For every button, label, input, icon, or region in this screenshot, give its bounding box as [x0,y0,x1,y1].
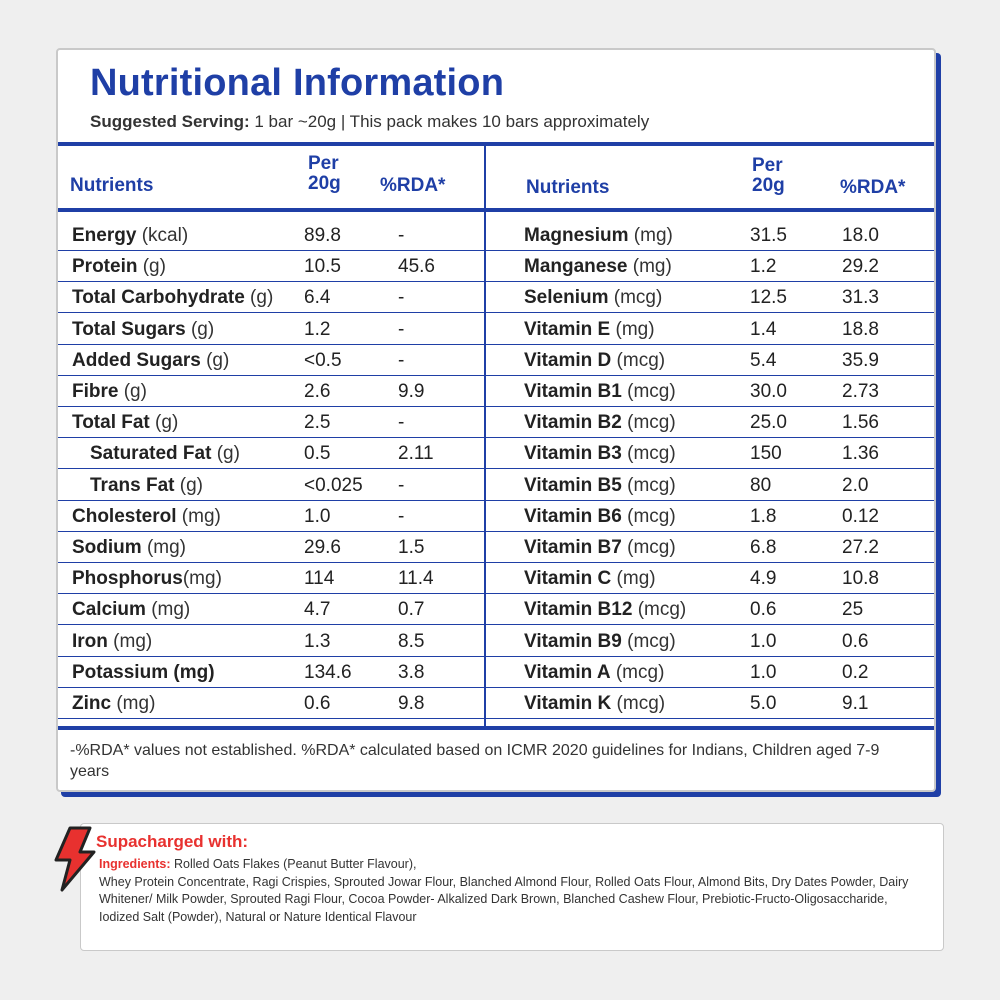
table-row [486,501,934,532]
per-serving-value: 134.6 [304,661,352,683]
table-row [58,563,484,594]
rda-value: 31.3 [842,287,879,309]
rda-value: - [398,225,405,246]
per-serving-value: <0.5 [304,349,342,371]
nutrient-name: Protein (g) [72,256,166,278]
nutrition-panel [56,48,936,792]
rda-value: 8.5 [398,630,425,652]
nutrient-name: Vitamin B6 (mcg) [524,505,676,527]
nutrient-name: Vitamin B12 (mcg) [524,599,687,621]
nutrient-name: Vitamin B7 (mcg) [524,537,676,558]
per-serving-value: 1.8 [750,505,777,527]
ingredients-label: Ingredients: [99,857,171,871]
per-serving-value: 5.4 [750,349,777,371]
per-serving-value: 29.6 [304,537,341,558]
table-row [486,376,934,407]
rda-value: 2.73 [842,381,879,402]
nutrient-name: Selenium (mcg) [524,287,663,309]
table-row [58,657,484,688]
rda-value: 0.7 [398,599,425,621]
per-serving-value: 1.0 [304,505,331,527]
rda-value: - [398,412,405,434]
per-serving-value: 0.6 [750,599,777,621]
rda-value: - [398,318,405,340]
per-serving-value: 2.5 [304,412,331,434]
table-row [58,501,484,532]
nutrient-name: Vitamin B9 (mcg) [524,630,676,652]
nutrient-name: Vitamin E (mg) [524,318,655,340]
per-serving-value: 0.6 [304,693,331,714]
per-serving-value: 25.0 [750,412,787,434]
table-row [486,688,934,719]
serving-text: 1 bar ~20g | This pack makes 10 bars approximately [249,112,650,131]
table-row [58,532,484,563]
per-serving-value: 4.9 [750,568,777,590]
nutrient-name: Sodium (mg) [72,537,186,558]
nutrient-name: Vitamin A (mcg) [524,661,665,683]
per-serving-value: 5.0 [750,693,777,714]
rda-value: 10.8 [842,568,879,590]
rda-value: 1.5 [398,537,425,558]
rda-value: 2.0 [842,474,869,496]
per-serving-value: 1.0 [750,630,777,652]
rda-value: 9.1 [842,693,869,714]
serving-info [90,112,649,132]
rda-value: - [398,505,405,527]
per-serving-value: 2.6 [304,381,331,402]
per-serving-value: 150 [750,443,782,465]
table-row [58,438,484,469]
nutrient-name: Vitamin K (mcg) [524,693,666,714]
per-serving-value: 1.2 [750,256,777,278]
rda-value: 0.12 [842,505,879,527]
table-row [58,282,484,313]
table-row [486,220,934,251]
nutrient-name: Vitamin D (mcg) [524,349,666,371]
ingredients-line1: Rolled Oats Flakes (Peanut Butter Flavour), [170,857,417,871]
nutrient-name: Cholesterol (mg) [72,505,221,527]
table-row [58,470,484,501]
table-row [486,251,934,282]
rda-value: 0.2 [842,661,869,683]
per-serving-value: 80 [750,474,772,496]
nutrient-name: Added Sugars (g) [72,349,230,371]
nutrient-name: Total Carbohydrate (g) [72,287,274,309]
left-header-per: Per 20g [308,153,341,194]
header-bottom-rule [58,208,934,212]
per-serving-value: 6.4 [304,287,331,309]
per-serving-value: 0.5 [304,443,331,465]
left-header-nutrients: Nutrients [70,175,154,196]
rda-value: 25 [842,599,864,621]
rda-value: 11.4 [398,568,434,590]
nutrient-name: Total Sugars (g) [72,318,215,340]
rda-value: - [398,287,405,309]
rda-value: 1.36 [842,443,879,465]
nutrient-name: Magnesium (mg) [524,225,673,246]
rda-value: 3.8 [398,661,425,683]
table-row [58,626,484,657]
rda-value: 27.2 [842,537,879,558]
right-header-nutrients: Nutrients [526,177,610,198]
nutrient-name: Trans Fat (g) [90,474,203,496]
nutrient-name: Potassium (mg) [72,661,215,683]
ingredients-line2: Whey Protein Concentrate, Ragi Crispies, Sprouted Jowar Flour, Blanched Almond Flour, Rolled Oats Flour, Almond Bits, Dry Dates Powder, Dairy Whitener/ Milk Powder, Sprouted Ragi Flour, Cocoa Powder- Alkalized Dark Brown, Blanched Cashew Flour, Prebiotic-Fructo-Oligosaccharide, Iodized Salt (Powder), Natural or Nature Identical Flavour [99,874,909,924]
serving-label: Suggested Serving: [90,112,250,131]
table-row [486,657,934,688]
nutrient-name: Calcium (mg) [72,599,191,621]
nutrient-name: Total Fat (g) [72,412,179,434]
table-bottom-rule [58,726,934,730]
nutrient-name: Saturated Fat (g) [90,443,240,465]
per-serving-value: 1.3 [304,630,331,652]
nutrient-name: Vitamin B1 (mcg) [524,381,676,402]
rda-value: 2.11 [398,443,434,465]
per-serving-value: 6.8 [750,537,777,558]
nutrient-name: Zinc (mg) [72,693,156,714]
per-serving-value: 12.5 [750,287,787,309]
table-row [58,594,484,625]
per-serving-value: 1.0 [750,661,777,683]
right-header-per: Per 20g [752,155,785,196]
per-serving-value: 10.5 [304,256,341,278]
nutrient-name: Energy (kcal) [72,225,189,246]
nutrient-name: Vitamin B2 (mcg) [524,412,676,434]
rda-value: 35.9 [842,349,879,371]
per-serving-value: 89.8 [304,225,341,246]
table-row [486,470,934,501]
rda-value: 9.9 [398,381,425,402]
table-row [486,532,934,563]
page-title: Nutritional Information [90,62,505,104]
table-row [486,626,934,657]
rda-value: - [398,474,405,496]
per-serving-value: 1.4 [750,318,777,340]
supacharged-heading: Supacharged with: [96,832,249,851]
table-row [58,376,484,407]
right-header-rda: %RDA* [840,177,906,198]
nutrient-name: Phosphorus(mg) [72,568,222,590]
per-serving-value: 114 [304,568,335,590]
table-row [486,563,934,594]
table-row [486,407,934,438]
nutrient-name: Vitamin B3 (mcg) [524,443,676,465]
rda-value: 18.0 [842,225,879,246]
table-row [486,282,934,313]
rda-value: 45.6 [398,256,435,278]
nutrient-name: Vitamin C (mg) [524,568,656,590]
header-top-rule [58,142,934,146]
table-row [58,688,484,719]
nutrient-name: Iron (mg) [72,630,153,652]
rda-value: - [398,349,405,371]
lightning-bolt-icon [50,826,96,892]
nutrient-name: Manganese (mg) [524,256,672,278]
table-row [486,438,934,469]
nutrient-name: Vitamin B5 (mcg) [524,474,676,496]
per-serving-value: 4.7 [304,599,331,621]
ingredients-text [99,856,929,926]
rda-value: 0.6 [842,630,869,652]
per-serving-value: 31.5 [750,225,787,246]
per-serving-value: <0.025 [304,474,363,496]
rda-value: 29.2 [842,256,879,278]
table-row [58,314,484,345]
table-row [58,251,484,282]
footnote: -%RDA* values not established. %RDA* calculated based on ICMR 2020 guidelines for Indians, Children aged 7-9 years [70,742,880,780]
table-row [486,314,934,345]
table-row [58,220,484,251]
rda-value: 1.56 [842,412,879,434]
table-row [486,594,934,625]
nutrient-name: Fibre (g) [72,381,147,402]
rda-value: 18.8 [842,318,879,340]
table-row [58,345,484,376]
rda-value: 9.8 [398,693,425,714]
table-row [486,345,934,376]
per-serving-value: 1.2 [304,318,331,340]
table-row [58,407,484,438]
per-serving-value: 30.0 [750,381,787,402]
left-header-rda: %RDA* [380,175,446,196]
